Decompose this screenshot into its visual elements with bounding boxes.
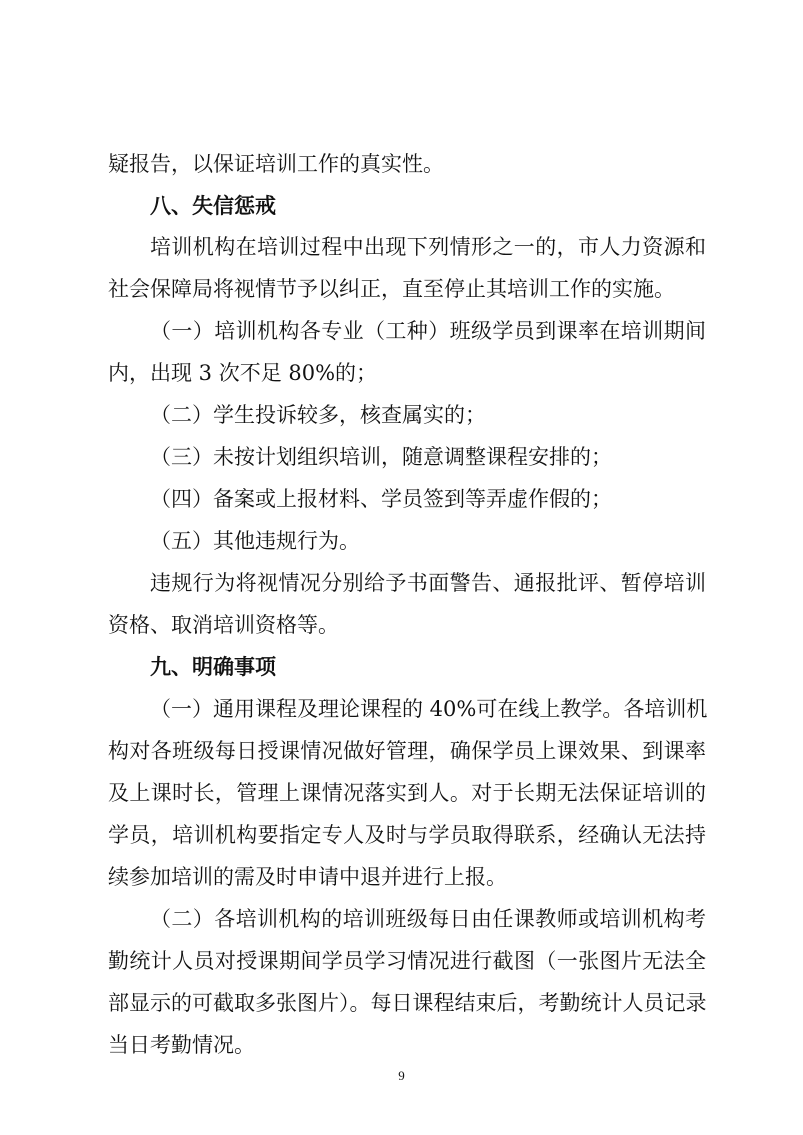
text-line: 部显示的可截取多张图片）。每日课程结束后，考勤统计人员记录 — [108, 991, 707, 1015]
section-heading: 九、明确事项 — [150, 655, 276, 679]
text-line: 培训机构在培训过程中出现下列情形之一的，市人力资源和 — [150, 235, 706, 259]
text-line: 及上课时长，管理上课情况落实到人。对于长期无法保证培训的 — [108, 781, 706, 805]
text-line: 构对各班级每日授课情况做好管理，确保学员上课效果、到课率 — [108, 739, 706, 763]
text-line: 社会保障局将视情节予以纠正，直至停止其培训工作的实施。 — [108, 277, 675, 301]
text-line: 疑报告，以保证培训工作的真实性。 — [108, 152, 444, 176]
text-line: 勤统计人员对授课期间学员学习情况进行截图（一张图片无法全 — [108, 949, 706, 973]
page-number: 9 — [398, 1068, 405, 1083]
text-line: 当日考勤情况。 — [108, 1033, 255, 1057]
text-line: （五）其他违规行为。 — [150, 529, 360, 553]
text-line: （二）学生投诉较多，核查属实的； — [150, 403, 486, 427]
text-line: 学员，培训机构要指定专人及时与学员取得联系，经确认无法持 — [108, 823, 706, 847]
text-line: （二）各培训机构的培训班级每日由任课教师或培训机构考 — [150, 907, 706, 931]
text-line: （一）培训机构各专业（工种）班级学员到课率在培训期间 — [150, 319, 706, 343]
text-line: 内，出现 3 次不足 80%的； — [108, 361, 378, 385]
text-line: 资格、取消培训资格等。 — [108, 613, 339, 637]
text-line: 续参加培训的需及时申请中退并进行上报。 — [108, 865, 507, 889]
section-heading: 八、失信惩戒 — [150, 194, 276, 218]
text-line: （三）未按计划组织培训，随意调整课程安排的； — [150, 445, 612, 469]
text-line: （一）通用课程及理论课程的 40%可在线上教学。各培训机 — [150, 697, 708, 721]
text-line: （四）备案或上报材料、学员签到等弄虚作假的； — [150, 487, 612, 511]
text-line: 违规行为将视情况分别给予书面警告、通报批评、暂停培训 — [150, 571, 706, 595]
